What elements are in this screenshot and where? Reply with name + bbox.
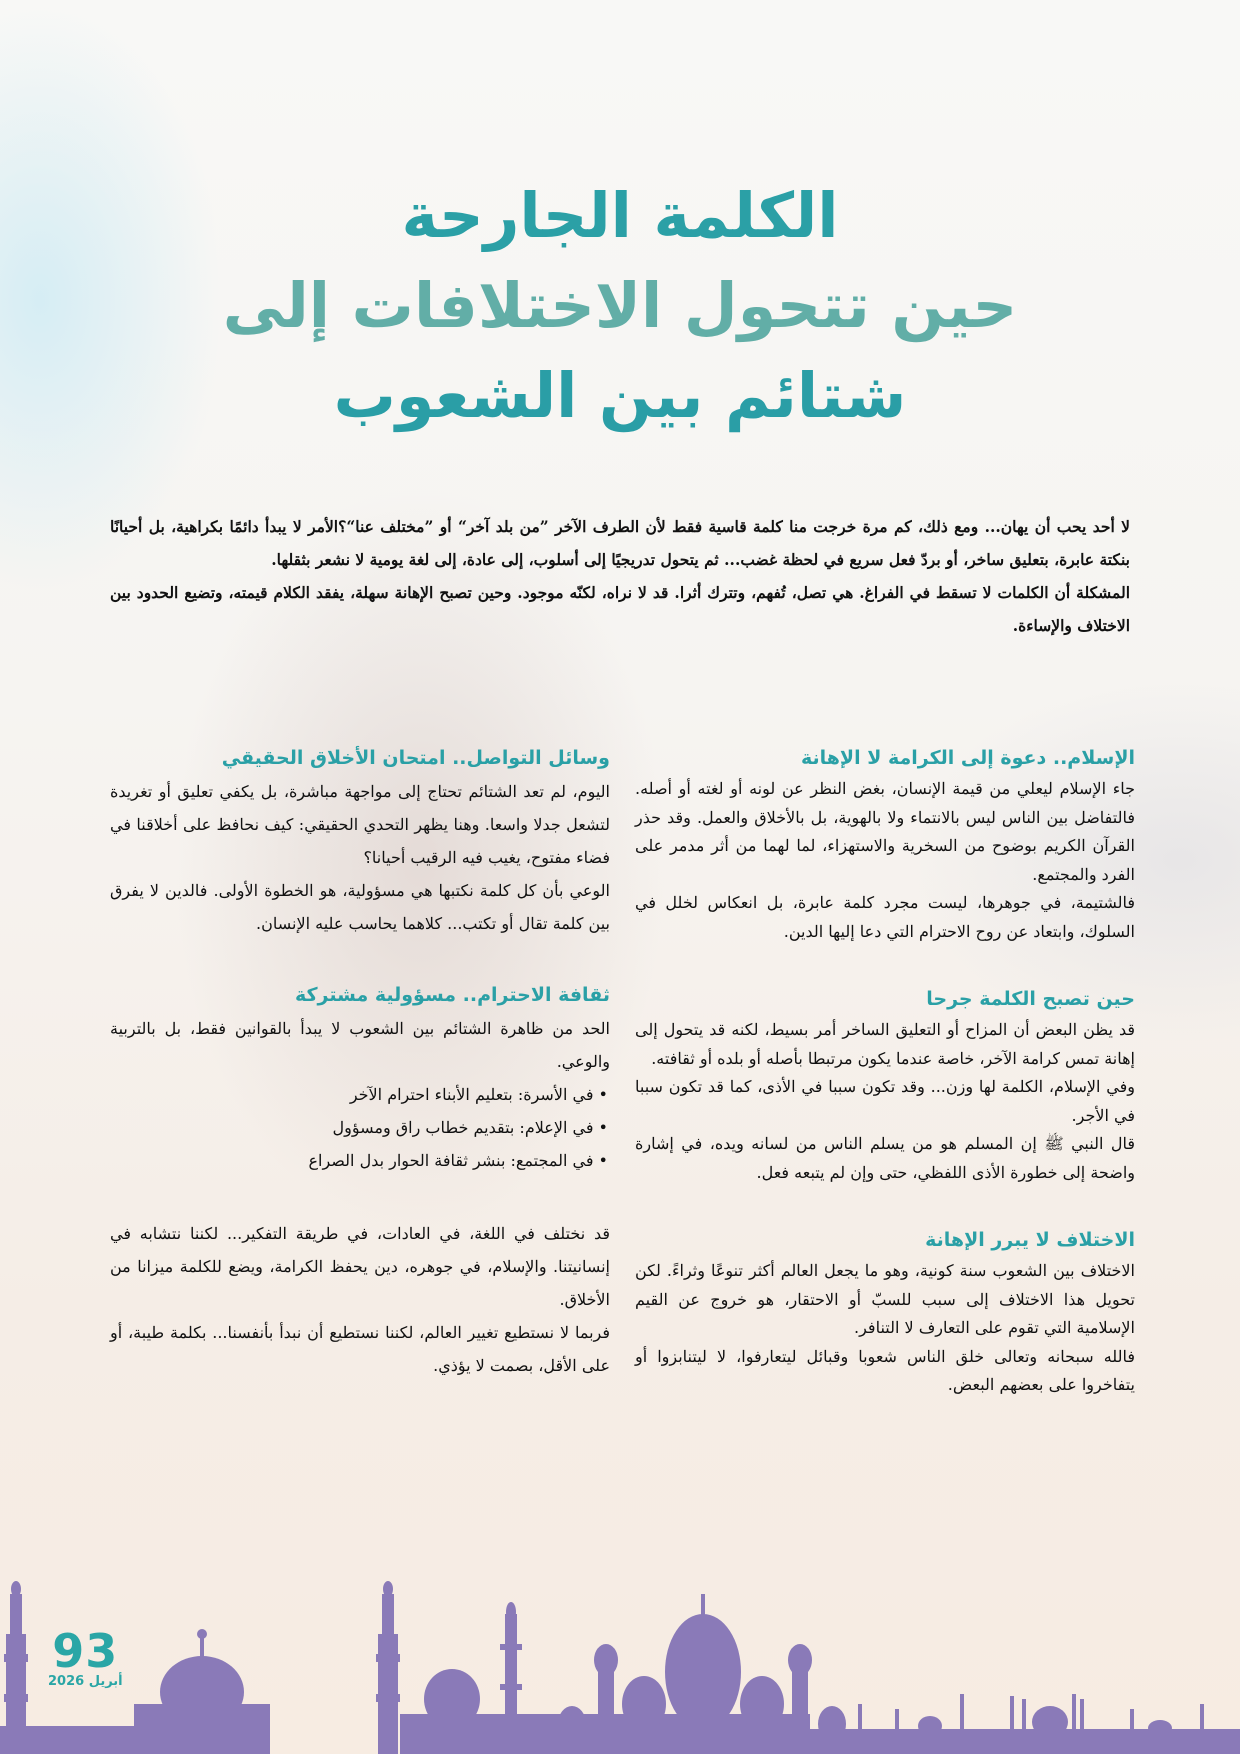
- section-heading: حين تصبح الكلمة جرحا: [926, 988, 1135, 1010]
- intro-paragraph-2: المشكلة أن الكلمات لا تسقط في الفراغ. هي تصل، تُفهم، وتترك أثرا. قد لا نراه، لكنّه موجود. وحين تصبح الإهانة سهلة، يفقد الكلام قيمته، وتضيع الحدود بين الاختلاف والإساءة.: [110, 583, 1130, 635]
- section-difference: [635, 1225, 1135, 1400]
- left-column: [110, 743, 610, 1422]
- article-title: [140, 171, 1100, 441]
- section-paragraph: الاختلاف بين الشعوب سنة كونية، وهو ما يجعل العالم أكثر تنوعًا وثراءً. لكن تحويل هذا الاختلاف إلى سبب للسبّ أو الاحتقار، هو خروج عن القيم الإسلامية التي تقوم على التعارف لا التنافر.: [635, 1261, 1135, 1337]
- section-heading: الإسلام.. دعوة إلى الكرامة لا الإهانة: [800, 747, 1135, 769]
- title-line-3: شتائم بين الشعوب: [333, 359, 907, 433]
- section-respect-culture: [110, 980, 610, 1177]
- section-heading: الاختلاف لا يبرر الإهانة: [925, 1229, 1135, 1251]
- section-paragraph: قد يظن البعض أن المزاح أو التعليق الساخر أمر بسيط، لكنه قد يتحول إلى إهانة تمس كرامة الآخر، خاصة عندما يكون مرتبطا بأصله أو بلده أو ثقافته.: [635, 1020, 1135, 1068]
- section-social-media: [110, 743, 610, 940]
- title-line-2: حين تتحول الاختلافات إلى: [222, 269, 1018, 343]
- bullet-item: • في الأسرة: بتعليم الأبناء احترام الآخر: [110, 1078, 610, 1111]
- page-number: 93: [52, 1624, 119, 1678]
- page-footer: [48, 1624, 123, 1690]
- section-islam-dignity: [635, 743, 1135, 946]
- right-column: [635, 743, 1135, 1438]
- section-heading: ثقافة الاحترام.. مسؤولية مشتركة: [294, 984, 610, 1006]
- bullet-list: [110, 1078, 610, 1177]
- closing: [110, 1217, 610, 1382]
- bullet-item: • في الإعلام: بتقديم خطاب راق ومسؤول: [110, 1111, 610, 1144]
- section-word-wound: [635, 984, 1135, 1187]
- section-paragraph: فالله سبحانه وتعالى خلق الناس شعوبا وقبائل ليتعارفوا، لا ليتنابزوا أو يتفاخروا على بعضهم البعض.: [635, 1346, 1135, 1394]
- section-paragraph: قال النبي ﷺ إن المسلم هو من يسلم الناس من لسانه ويده، في إشارة واضحة إلى خطورة الأذى اللفظي، حتى وإن لم يتبعه فعل.: [635, 1134, 1135, 1182]
- section-heading: وسائل التواصل.. امتحان الأخلاق الحقيقي: [221, 747, 610, 769]
- section-paragraph: الوعي بأن كل كلمة نكتبها هي مسؤولية، هو الخطوة الأولى. فالدين لا يفرق بين كلمة تقال أو تكتب... كلاهما يحاسب عليه الإنسان.: [110, 881, 610, 933]
- title-line-1: الكلمة الجارحة: [401, 179, 839, 253]
- section-paragraph: اليوم، لم تعد الشتائم تحتاج إلى مواجهة مباشرة، بل يكفي تعليق أو تغريدة لتشعل جدلا واسعا. وهنا يظهر التحدي الحقيقي: كيف نحافظ على أخلاقنا في فضاء مفتوح، يغيب فيه الرقيب أحيانا؟: [110, 782, 610, 867]
- issue-date: أبريل 2026: [48, 1674, 123, 1689]
- section-paragraph: فالشتيمة، في جوهرها، ليست مجرد كلمة عابرة، بل انعكاس لخلل في السلوك، وابتعاد عن روح الاحترام التي دعا إليها الدين.: [635, 893, 1135, 941]
- section-paragraph: وفي الإسلام، الكلمة لها وزن... وقد تكون سببا في الأذى، كما قد تكون سببا في الأجر.: [635, 1077, 1136, 1125]
- intro-paragraph-1: لا أحد يحب أن يهان... ومع ذلك، كم مرة خرجت منا كلمة قاسية فقط لأن الطرف الآخر ”من بلد آخر“ أو ”مختلف عنا“؟الأمر لا يبدأ دائمًا بكراهية، بل أحيانًا بنكتة عابرة، بتعليق ساخر، أو بردّ فعل سريع في لحظة غضب... ثم يتحول تدريجيًا إلى أسلوب، إلى عادة، إلى لغة يومية لا نشعر بثقلها.: [110, 517, 1130, 569]
- section-paragraph: جاء الإسلام ليعلي من قيمة الإنسان، بغض النظر عن لونه أو لغته أو أصله. فالتفاضل بين الناس ليس بالانتماء ولا بالهوية، بل بالأخلاق والعمل. وقد حذر القرآن الكريم بوضوح من السخرية والاستهزاء، لما لهما من أثر مدمر على الفرد والمجتمع.: [635, 779, 1135, 884]
- closing-paragraph: فربما لا نستطيع تغيير العالم، لكننا نستطيع أن نبدأ بأنفسنا... بكلمة طيبة، أو على الأقل، بصمت لا يؤذي.: [110, 1323, 610, 1375]
- section-paragraph: الحد من ظاهرة الشتائم بين الشعوب لا يبدأ بالقوانين فقط، بل بالتربية والوعي.: [110, 1019, 610, 1071]
- mosque-skyline-illustration: [0, 1554, 1240, 1754]
- intro: [110, 510, 1130, 642]
- bullet-item: • في المجتمع: بنشر ثقافة الحوار بدل الصراع: [110, 1144, 610, 1177]
- closing-paragraph: قد نختلف في اللغة، في العادات، في طريقة التفكير... لكننا نتشابه في إنسانيتنا. والإسلام، في جوهره، دين يحفظ الكرامة، ويضع للكلمة ميزانا من الأخلاق.: [110, 1224, 610, 1309]
